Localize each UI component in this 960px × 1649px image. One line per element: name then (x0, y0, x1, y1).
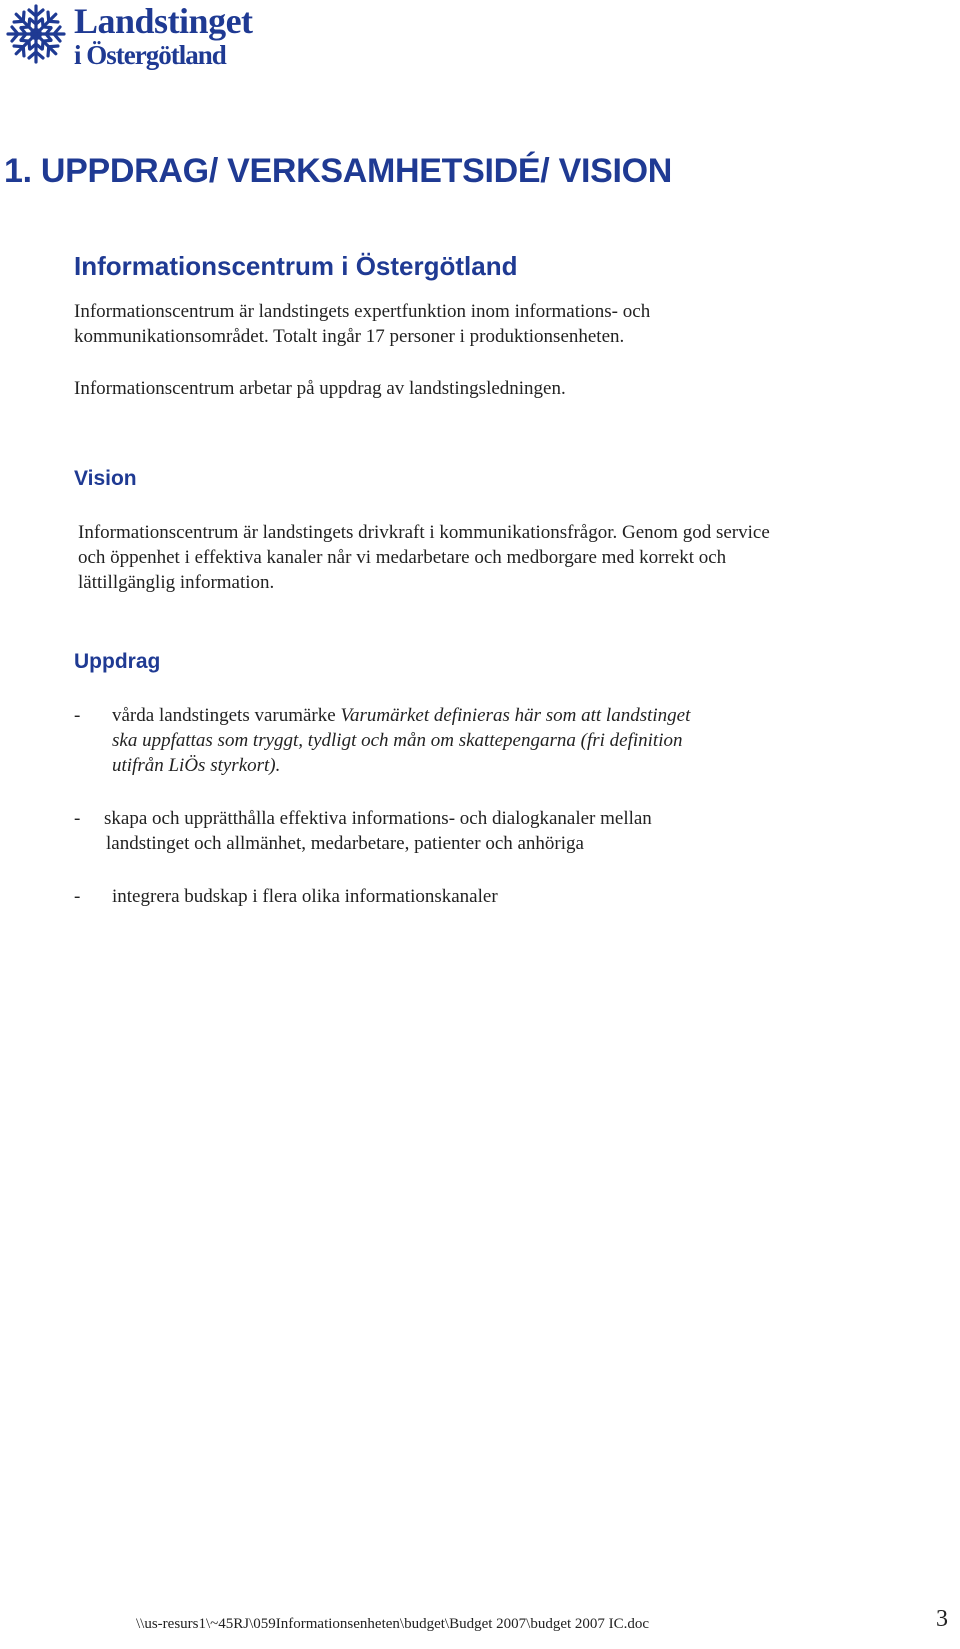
uppdrag-item-1-italic-2: ska uppfattas som tryggt, tydligt och mån om skattepengarna (fri definition (112, 730, 683, 751)
uppdrag-item-1 (74, 703, 834, 783)
bullet-dash: - (74, 705, 81, 726)
bullet-dash: - (74, 808, 81, 829)
section-title: Informationscentrum i Östergötland (74, 251, 518, 281)
page-number: 3 (936, 1606, 948, 1632)
uppdrag-item-1-text (112, 703, 690, 778)
vision-line-2: och öppenhet i effektiva kanaler når vi medarbetare och medborgare med korrekt och (78, 547, 727, 568)
uppdrag-item-1-italic-1: Varumärket definieras här som att landstinget (340, 705, 691, 726)
uppdrag-item-3 (74, 884, 834, 914)
logo-line-1: Landstinget (74, 1, 253, 41)
intro-p1-line-1: Informationscentrum är landstingets expertfunktion inom informations- och (74, 301, 651, 322)
uppdrag-item-2 (74, 806, 834, 861)
bullet-dash: - (74, 886, 81, 907)
uppdrag-item-1-italic-3: utifrån LiÖs styrkort). (112, 755, 281, 776)
vision-line-1: Informationscentrum är landstingets drivkraft i kommunikationsfrågor. Genom god service (78, 522, 770, 543)
logo (4, 2, 274, 72)
uppdrag-item-2-text (104, 806, 652, 856)
intro-paragraph-1 (74, 299, 650, 349)
vision-heading: Vision (74, 467, 137, 490)
uppdrag-item-2-line-1: skapa och upprätthålla effektiva informations- och dialogkanaler mellan (104, 808, 652, 829)
uppdrag-item-2-line-2: landstinget och allmänhet, medarbetare, patienter och anhöriga (106, 833, 584, 854)
logo-wordmark (74, 2, 253, 70)
intro-p1-line-2: kommunikationsområdet. Totalt ingår 17 personer i produktionsenheten. (74, 326, 625, 347)
intro-paragraph-2: Informationscentrum arbetar på uppdrag av landstingsledningen. (74, 378, 566, 399)
uppdrag-heading: Uppdrag (74, 650, 161, 673)
uppdrag-item-3-text: integrera budskap i flera olika informationskanaler (112, 886, 498, 907)
snowflake-emblem-icon (4, 2, 68, 66)
vision-paragraph (78, 520, 770, 595)
vision-line-3: lättillgänglig information. (78, 572, 275, 593)
logo-line-2: i Östergötland (74, 40, 226, 70)
footer-file-path: \\us-resurs1\~45RJ\059Informationsenheten\budget\Budget 2007\budget 2007 IC.doc (136, 1616, 650, 1632)
chapter-title: 1. UPPDRAG/ VERKSAMHETSIDÉ/ VISION (4, 152, 673, 190)
uppdrag-item-1-normal: vårda landstingets varumärke (112, 705, 341, 726)
